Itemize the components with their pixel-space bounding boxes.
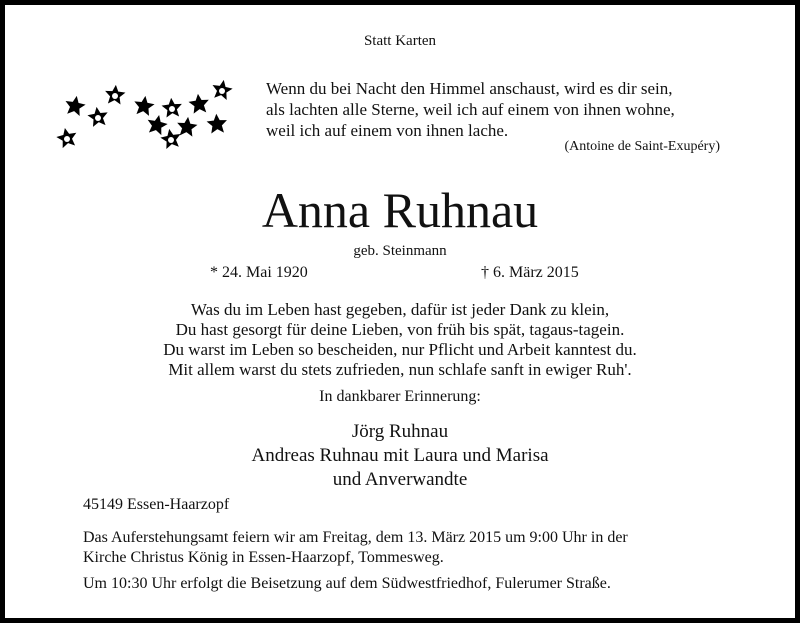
star-icon: [177, 117, 197, 136]
quote-line: weil ich auf einem von ihnen lache.: [266, 121, 509, 140]
poem-line: Was du im Leben hast gegeben, dafür ist jeder Dank zu klein,: [190, 300, 610, 319]
star-icon: [134, 96, 154, 115]
stars-decoration: [50, 70, 250, 160]
mourner: und Anverwandte: [332, 469, 468, 490]
star-icon: [189, 94, 209, 113]
poem-line: Mit allem warst du stets zufrieden, nun schlafe sanft in ewiger Ruh'.: [168, 360, 632, 379]
star-icon: [65, 96, 86, 116]
mourners: [0, 420, 800, 492]
mourner: Andreas Ruhnau mit Laura und Marisa: [251, 445, 549, 466]
mourner: Jörg Ruhnau: [351, 421, 449, 442]
poem: [0, 300, 800, 380]
header-text: Statt Karten: [363, 33, 437, 49]
deceased-name: Anna Ruhnau: [261, 182, 539, 238]
poem-line: Du hast gesorgt für deine Lieben, von früh bis spät, tagaus-tagein.: [175, 320, 625, 339]
poem-line: Du warst im Leben so bescheiden, nur Pflicht und Arbeit kanntest du.: [163, 340, 637, 359]
quote-line: Wenn du bei Nacht den Himmel anschaust, wird es dir sein,: [266, 79, 673, 98]
death-date: † 6. März 2015: [481, 264, 579, 281]
address: 45149 Essen-Haarzopf: [83, 496, 230, 513]
burial-info: Um 10:30 Uhr erfolgt die Beisetzung auf dem Südwestfriedhof, Fulerumer Straße.: [83, 575, 611, 592]
quote: [266, 78, 675, 141]
star-icon: [147, 114, 168, 134]
birth-date: * 24. Mai 1920: [210, 264, 308, 281]
remembrance: In dankbarer Erinnerung:: [319, 388, 481, 405]
quote-line: als lachten alle Sterne, weil ich auf einem von ihnen wohne,: [266, 100, 675, 119]
service-line: Kirche Christus König in Essen-Haarzopf, Tommesweg.: [83, 549, 444, 566]
service-line: Das Auferstehungsamt feiern wir am Freitag, dem 13. März 2015 um 9:00 Uhr in der: [83, 529, 628, 546]
maiden-name: geb. Steinmann: [353, 243, 447, 259]
service-info: [83, 528, 628, 568]
star-icon: [207, 114, 226, 132]
quote-author: (Antoine de Saint-Exupéry): [564, 139, 720, 154]
